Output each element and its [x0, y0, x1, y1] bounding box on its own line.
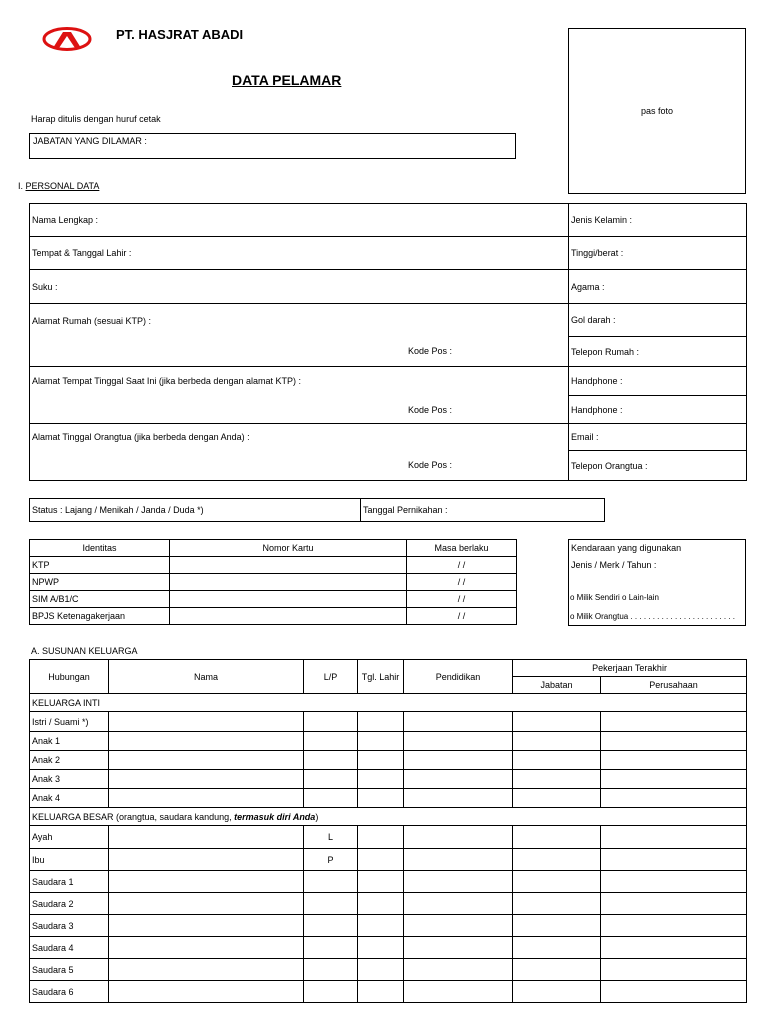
family-input-cell[interactable] — [109, 959, 304, 981]
option-milik-sendiri[interactable]: o Milik Sendiri o Lain-lain — [570, 593, 659, 602]
family-input-cell[interactable] — [601, 915, 747, 937]
table-row — [30, 893, 747, 915]
hubungan-cell: Saudara 3 — [30, 915, 109, 937]
keluarga-besar-title: KELUARGA BESAR (orangtua, saudara kandung, termasuk diri Anda) — [30, 808, 747, 826]
table-row — [30, 751, 747, 770]
family-input-cell[interactable] — [404, 732, 513, 751]
family-input-cell[interactable] — [404, 826, 513, 849]
hubungan-cell: Anak 4 — [30, 789, 109, 808]
table-row — [30, 826, 747, 849]
family-input-cell[interactable] — [404, 981, 513, 1003]
hubungan-cell: Ayah — [30, 826, 109, 849]
family-input-cell[interactable] — [404, 915, 513, 937]
family-input-cell[interactable] — [404, 712, 513, 732]
family-input-cell[interactable] — [358, 712, 404, 732]
nomor-kartu-cell[interactable] — [170, 591, 407, 608]
family-input-cell[interactable] — [601, 849, 747, 871]
family-input-cell[interactable] — [358, 849, 404, 871]
table-row — [30, 849, 747, 871]
table-row — [30, 789, 747, 808]
family-header-pendidikan: Pendidikan — [404, 660, 513, 694]
family-input-cell[interactable] — [304, 732, 358, 751]
table-row — [30, 732, 747, 751]
lp-cell[interactable] — [304, 981, 358, 1003]
family-input-cell[interactable] — [601, 732, 747, 751]
family-input-cell[interactable] — [109, 893, 304, 915]
masa-berlaku-cell[interactable]: / / — [407, 574, 517, 591]
family-input-cell[interactable] — [109, 826, 304, 849]
family-input-cell[interactable] — [109, 849, 304, 871]
family-input-cell[interactable] — [109, 770, 304, 789]
family-input-cell[interactable] — [404, 959, 513, 981]
field-nama[interactable]: Nama Lengkap : — [30, 204, 569, 237]
family-input-cell[interactable] — [601, 981, 747, 1003]
identity-table — [29, 539, 517, 625]
family-header-lp: L/P — [304, 660, 358, 694]
family-input-cell[interactable] — [304, 770, 358, 789]
position-applied-field[interactable] — [29, 133, 516, 159]
hubungan-cell: Anak 3 — [30, 770, 109, 789]
family-input-cell[interactable] — [109, 751, 304, 770]
family-input-cell[interactable] — [513, 959, 601, 981]
photo-label: pas foto — [640, 106, 674, 116]
lp-cell[interactable]: P — [304, 849, 358, 871]
family-input-cell[interactable] — [109, 732, 304, 751]
field-telepon-rumah[interactable]: Telepon Rumah : — [569, 337, 747, 367]
hubungan-cell: Anak 1 — [30, 732, 109, 751]
family-input-cell[interactable] — [601, 937, 747, 959]
family-input-cell[interactable] — [109, 712, 304, 732]
family-header-hubungan: Hubungan — [30, 660, 109, 694]
family-input-cell[interactable] — [513, 937, 601, 959]
field-telepon-ortu[interactable]: Telepon Orangtua : — [569, 451, 747, 481]
family-input-cell[interactable] — [358, 871, 404, 893]
family-input-cell[interactable] — [513, 871, 601, 893]
field-tanggal-pernikahan[interactable]: Tanggal Pernikahan : — [361, 499, 605, 522]
table-row: BPJS Ketenagakerjaan / / — [30, 608, 517, 625]
table-row — [30, 770, 747, 789]
family-input-cell[interactable] — [513, 849, 601, 871]
family-input-cell[interactable] — [601, 789, 747, 808]
family-input-cell[interactable] — [109, 981, 304, 1003]
instruction-text: Harap ditulis dengan huruf cetak — [31, 114, 161, 124]
table-row: NPWP / / — [30, 574, 517, 591]
status-table — [29, 498, 605, 522]
family-input-cell[interactable] — [404, 893, 513, 915]
family-input-cell[interactable] — [109, 915, 304, 937]
masa-berlaku-cell[interactable]: / / — [407, 608, 517, 625]
family-input-cell[interactable] — [304, 712, 358, 732]
table-row: SIM A/B1/C / / — [30, 591, 517, 608]
field-tinggi-berat[interactable]: Tinggi/berat : — [569, 237, 747, 270]
family-input-cell[interactable] — [513, 826, 601, 849]
family-input-cell[interactable] — [109, 937, 304, 959]
identity-header-nomor: Nomor Kartu — [170, 540, 407, 557]
family-input-cell[interactable] — [513, 732, 601, 751]
field-email[interactable]: Email : — [569, 424, 747, 451]
lp-cell[interactable] — [304, 871, 358, 893]
family-input-cell[interactable] — [513, 981, 601, 1003]
masa-berlaku-cell[interactable]: / / — [407, 557, 517, 574]
nomor-kartu-cell[interactable] — [170, 608, 407, 625]
keluarga-besar-rows — [30, 826, 747, 1003]
family-input-cell[interactable] — [601, 959, 747, 981]
family-input-cell[interactable] — [513, 712, 601, 732]
table-row: KTP / / — [30, 557, 517, 574]
table-row — [30, 959, 747, 981]
hubungan-cell: Saudara 5 — [30, 959, 109, 981]
table-row — [30, 937, 747, 959]
family-input-cell[interactable] — [601, 871, 747, 893]
field-alamat-rumah[interactable]: Alamat Rumah (sesuai KTP) : Kode Pos : — [30, 304, 569, 367]
family-header-perusahaan: Perusahaan — [601, 677, 747, 694]
family-input-cell[interactable] — [358, 981, 404, 1003]
hubungan-cell: Saudara 4 — [30, 937, 109, 959]
vehicle-box[interactable] — [568, 539, 746, 626]
table-row — [30, 871, 747, 893]
family-input-cell[interactable] — [513, 789, 601, 808]
family-input-cell[interactable] — [109, 871, 304, 893]
family-input-cell[interactable] — [358, 893, 404, 915]
lp-cell[interactable] — [304, 959, 358, 981]
field-handphone-1[interactable]: Handphone : — [569, 367, 747, 396]
section-keluarga-title: A. SUSUNAN KELUARGA — [31, 646, 138, 656]
family-input-cell[interactable] — [601, 712, 747, 732]
family-input-cell[interactable] — [404, 871, 513, 893]
family-input-cell[interactable] — [601, 893, 747, 915]
lp-cell[interactable] — [304, 937, 358, 959]
nomor-kartu-cell[interactable] — [170, 574, 407, 591]
family-input-cell[interactable] — [304, 789, 358, 808]
family-input-cell[interactable] — [109, 789, 304, 808]
hubungan-cell: Anak 2 — [30, 751, 109, 770]
family-input-cell[interactable] — [601, 751, 747, 770]
family-input-cell[interactable] — [601, 770, 747, 789]
keluarga-inti-title: KELUARGA INTI — [30, 694, 747, 712]
family-header-nama: Nama — [109, 660, 304, 694]
family-input-cell[interactable] — [513, 893, 601, 915]
field-suku[interactable]: Suku : — [30, 270, 569, 304]
hubungan-cell: Saudara 2 — [30, 893, 109, 915]
lp-cell[interactable] — [304, 893, 358, 915]
identity-header-masa: Masa berlaku — [407, 540, 517, 557]
family-header-tgl: Tgl. Lahir — [358, 660, 404, 694]
hubungan-cell: Saudara 1 — [30, 871, 109, 893]
family-input-cell[interactable] — [358, 751, 404, 770]
hubungan-cell: Istri / Suami *) — [30, 712, 109, 732]
field-handphone-2[interactable]: Handphone : — [569, 396, 747, 424]
option-milik-ortu[interactable]: o Milik Orangtua . . . . . . . . . . . . . . . . . . . . . . . . — [570, 612, 735, 621]
hubungan-cell: Ibu — [30, 849, 109, 871]
family-input-cell[interactable] — [358, 732, 404, 751]
table-row — [30, 981, 747, 1003]
field-alamat-tinggal[interactable]: Alamat Tempat Tinggal Saat Ini (jika berbeda dengan alamat KTP) : Kode Pos : — [30, 367, 569, 424]
lp-cell[interactable]: L — [304, 826, 358, 849]
table-row — [30, 915, 747, 937]
family-input-cell[interactable] — [601, 826, 747, 849]
field-alamat-ortu[interactable]: Alamat Tinggal Orangtua (jika berbeda dengan Anda) : Kode Pos : — [30, 424, 569, 481]
family-input-cell[interactable] — [404, 937, 513, 959]
family-input-cell[interactable] — [358, 826, 404, 849]
section-personal-title: I. PERSONAL DATA — [18, 181, 100, 191]
family-input-cell[interactable] — [513, 770, 601, 789]
field-ttl[interactable]: Tempat & Tanggal Lahir : — [30, 237, 569, 270]
keluarga-inti-rows — [30, 712, 747, 808]
family-header-jabatan: Jabatan — [513, 677, 601, 694]
identity-header-identitas: Identitas — [30, 540, 170, 557]
family-input-cell[interactable] — [358, 789, 404, 808]
field-status[interactable]: Status : Lajang / Menikah / Janda / Duda *) — [30, 499, 361, 522]
personal-data-table — [29, 203, 747, 481]
family-input-cell[interactable] — [358, 959, 404, 981]
vehicle-type-label: Jenis / Merk / Tahun : — [571, 560, 657, 570]
field-gol-darah[interactable]: Gol darah : — [569, 304, 747, 337]
masa-berlaku-cell[interactable]: / / — [407, 591, 517, 608]
family-input-cell[interactable] — [404, 770, 513, 789]
family-input-cell[interactable] — [404, 789, 513, 808]
company-logo-icon — [42, 26, 92, 52]
vehicle-title: Kendaraan yang digunakan — [571, 543, 682, 553]
family-input-cell[interactable] — [304, 751, 358, 770]
page-title: DATA PELAMAR — [232, 72, 342, 88]
lp-cell[interactable] — [304, 915, 358, 937]
family-table — [29, 659, 747, 1003]
family-input-cell[interactable] — [513, 915, 601, 937]
family-input-cell[interactable] — [358, 915, 404, 937]
position-applied-label: JABATAN YANG DILAMAR : — [33, 136, 147, 146]
family-input-cell[interactable] — [358, 770, 404, 789]
field-agama[interactable]: Agama : — [569, 270, 747, 304]
photo-box[interactable] — [568, 28, 746, 194]
family-input-cell[interactable] — [358, 937, 404, 959]
hubungan-cell: Saudara 6 — [30, 981, 109, 1003]
nomor-kartu-cell[interactable] — [170, 557, 407, 574]
company-name: PT. HASJRAT ABADI — [116, 27, 244, 42]
family-input-cell[interactable] — [404, 849, 513, 871]
family-header-pekerjaan: Pekerjaan Terakhir — [513, 660, 747, 677]
field-jenis-kelamin[interactable]: Jenis Kelamin : — [569, 204, 747, 237]
table-row — [30, 712, 747, 732]
family-input-cell[interactable] — [513, 751, 601, 770]
family-input-cell[interactable] — [404, 751, 513, 770]
